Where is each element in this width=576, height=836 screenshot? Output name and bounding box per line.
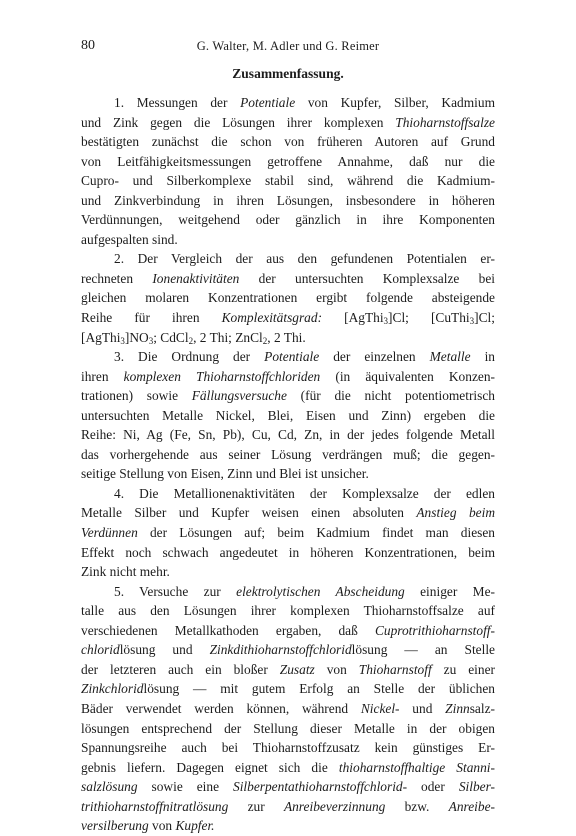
text-run: bzw. [385, 798, 449, 814]
text-line [81, 484, 495, 504]
text-run: Spannungsreihe auch bei Thioharnstoffzusatz kein günstiges Er- [81, 740, 495, 756]
text-line [81, 132, 495, 152]
text-line [81, 191, 495, 211]
text-line [81, 601, 495, 621]
text-run: aufgespalten sind. [81, 231, 178, 247]
text-line [81, 543, 495, 563]
text-run: (in äquivalenten Konzen- [320, 368, 495, 384]
italic-text: Fällungsversuche [191, 388, 287, 404]
text-run: und Zink gegen die Lösungen ihrer komplexen [81, 114, 396, 130]
page-header [81, 38, 495, 58]
text-line [81, 230, 495, 250]
text-run: sowie eine [137, 779, 233, 795]
italic-text: Zinkdithioharnstoffchlorid [209, 642, 352, 658]
text-run: einiger Me- [404, 583, 495, 599]
section-title: Zusammenfassung. [232, 66, 344, 81]
text-run: 5. Versuche zur [114, 583, 237, 599]
text-line [81, 523, 495, 543]
text-line [81, 152, 495, 172]
text-line [81, 308, 495, 328]
text-run: zur [228, 798, 284, 814]
italic-text: Zinn [445, 700, 470, 716]
text-run: 3. Die Ordnung der [114, 349, 265, 365]
italic-text: Silber- [458, 779, 495, 795]
text-run: Effekt noch schwach angedeutet in höheren Konzentrationen, beim [81, 544, 495, 560]
text-line [81, 210, 495, 230]
text-run: (für die nicht potentiometrisch [286, 388, 495, 404]
text-run: verschiedenen Metallkathoden ergaben, daß [81, 622, 375, 638]
italic-text: trithioharnstoffnitratlösung [81, 798, 229, 814]
text-run: und Zinkverbindung in ihren Lösungen, insbesondere in höheren [81, 192, 495, 208]
italic-text: Metalle [429, 349, 471, 365]
subscript: 2 [188, 335, 194, 346]
text-run: zu einer [431, 661, 495, 677]
text-line [81, 269, 495, 289]
text-run: Bäder verwendet werden können, während [81, 700, 361, 716]
text-line [81, 171, 495, 191]
paragraph-3 [81, 347, 495, 484]
text-run: 1. Messungen der [114, 95, 241, 110]
running-head: G. Walter, M. Adler und G. Reimer [196, 39, 380, 53]
text-run: lösung und [119, 642, 210, 658]
italic-text: Kupfer. [175, 818, 215, 834]
text-line [81, 797, 495, 817]
italic-text: Thioharnstoff [358, 661, 432, 677]
italic-text: Anreibeverzinnung [283, 798, 386, 814]
subscript: 3 [383, 316, 389, 327]
text-run: von Kupfer, Silber, Kadmium [295, 95, 495, 110]
text-line [81, 738, 495, 758]
text-line [81, 640, 495, 660]
text-line [81, 719, 495, 739]
paragraph-2 [81, 249, 495, 347]
text-run: ihren [81, 368, 124, 384]
text-run: bestätigten zunächst die schon von früheren Autoren auf Grund [81, 134, 495, 150]
text-line [81, 660, 495, 680]
text-run: Zink nicht mehr. [81, 564, 170, 580]
text-run: ; CdCl [153, 329, 189, 345]
text-run: der einzelnen [319, 349, 430, 365]
text-run: Reihe: Ni, Ag (Fe, Sn, Pb), Cu, Cd, Zn, in der jedes folgende Metall [81, 427, 495, 443]
italic-text: Potentiale [240, 95, 296, 110]
subscript: 2 [262, 335, 268, 346]
text-run: von Leitfähigkeitsmessungen getroffene Annahme, daß nur die [81, 153, 495, 169]
italic-text: Nickel- [360, 700, 400, 716]
text-run: , 2 Thi. [267, 329, 306, 345]
text-run: von [148, 818, 176, 834]
text-run: 4. Die Metallionenaktivitäten der Komplexsalze der edlen [114, 485, 495, 501]
text-run: das vorhergehende aus seiner Lösung verdrängen muß; die gegen- [81, 446, 495, 462]
text-run: von [314, 661, 359, 677]
italic-text: Cuprotrithioharnstoff- [374, 622, 495, 638]
text-run: rechneten [81, 270, 153, 286]
italic-text: salzlösung [81, 779, 138, 795]
italic-text: Ionenaktivitäten [152, 270, 240, 286]
text-line [81, 249, 495, 269]
text-run: der Lösungen auf; beim Kadmium findet man diesen [137, 525, 495, 541]
text-run: seitige Stellung von Eisen, Zinn und Blei ist unsicher. [81, 466, 369, 482]
text-run: ]Cl; [CuThi [388, 310, 470, 326]
text-line [81, 445, 495, 465]
italic-text: Verdünnen [81, 525, 138, 541]
paragraph-4 [81, 484, 495, 582]
text-line [81, 406, 495, 426]
paragraph-1 [81, 93, 495, 249]
text-run: , 2 Thi; ZnCl [193, 329, 263, 345]
text-line [81, 758, 495, 778]
text-run: 2. Der Vergleich der aus den gefundenen Potentialen er- [114, 251, 495, 267]
text-line [81, 425, 495, 445]
text-line [81, 386, 495, 406]
italic-text: Anstieg beim [416, 505, 495, 521]
text-run: gebnis liefern. Dagegen eignet sich die [81, 759, 339, 775]
text-line [81, 679, 495, 699]
text-run: in [470, 349, 495, 365]
subscript: 3 [148, 335, 154, 346]
text-run: der untersuchten Komplexsalze bei [239, 270, 495, 286]
text-run: talle aus den Lösungen ihrer komplexen Thioharnstoffsalze auf [81, 603, 495, 619]
summary-body [81, 93, 495, 836]
text-line [81, 113, 495, 133]
text-run: und [399, 700, 446, 716]
italic-text: Thioharnstoffsalze [395, 114, 495, 130]
text-line [81, 582, 495, 602]
text-run: lösung — an Stelle [351, 642, 495, 658]
italic-text: Komplexitätsgrad: [221, 310, 323, 326]
italic-text: Zinkchlorid [81, 681, 144, 697]
text-run: Reihe für ihren [81, 310, 222, 326]
text-run: Cupro- und Silberkomplexe stabil sind, während die Kadmium- [81, 173, 495, 189]
text-line [81, 816, 495, 836]
text-line [81, 621, 495, 641]
subscript: 3 [469, 316, 475, 327]
text-line [81, 699, 495, 719]
text-run: Verdünnungen, weitgehend oder gänzlich in ihre Komponenten [81, 212, 495, 228]
text-run: der letzteren auch ein bloßer [81, 661, 280, 677]
text-run: Metalle Silber und Kupfer weisen einen absoluten [81, 505, 417, 521]
text-run: lösung — mit gutem Erfolg an Stelle der üblichen [143, 681, 495, 697]
text-line [81, 503, 495, 523]
text-run: ]NO [124, 329, 149, 345]
italic-text: chlorid [81, 642, 120, 658]
text-run: [AgThi [81, 329, 121, 345]
italic-text: Potentiale [264, 349, 320, 365]
text-run: oder [407, 779, 459, 795]
italic-text: Anreibe- [448, 798, 495, 814]
italic-text: Zusatz [279, 661, 315, 677]
italic-text: elektrolytischen Abscheidung [236, 583, 405, 599]
text-line [81, 347, 495, 367]
text-line [81, 464, 495, 484]
text-line [81, 328, 495, 348]
text-run: salz- [469, 700, 495, 716]
text-run: ]Cl; [474, 310, 495, 326]
text-run: [AgThi [322, 310, 384, 326]
subscript: 3 [120, 335, 125, 346]
text-line [81, 367, 495, 387]
text-line [81, 288, 495, 308]
text-line [81, 777, 495, 797]
italic-text: thioharnstoffhaltige Stanni- [338, 759, 495, 775]
text-line [81, 93, 495, 113]
text-line [81, 562, 495, 582]
italic-text: versilberung [81, 818, 149, 834]
paragraph-5 [81, 582, 495, 836]
text-run: trationen) sowie [81, 388, 192, 404]
text-run: gleichen molaren Konzentrationen ergibt folgende absteigende [81, 290, 495, 306]
page-number: 80 [81, 38, 95, 53]
text-run: lösungen entsprechend der Stellung dieser Metalle in der obigen [81, 720, 495, 736]
text-run: untersuchten Metalle Nickel, Blei, Eisen und Zinn) ergeben die [81, 407, 495, 423]
italic-text: komplexen Thioharnstoffchloriden [123, 368, 321, 384]
italic-text: Silberpentathioharnstoffchlorid- [233, 779, 408, 795]
